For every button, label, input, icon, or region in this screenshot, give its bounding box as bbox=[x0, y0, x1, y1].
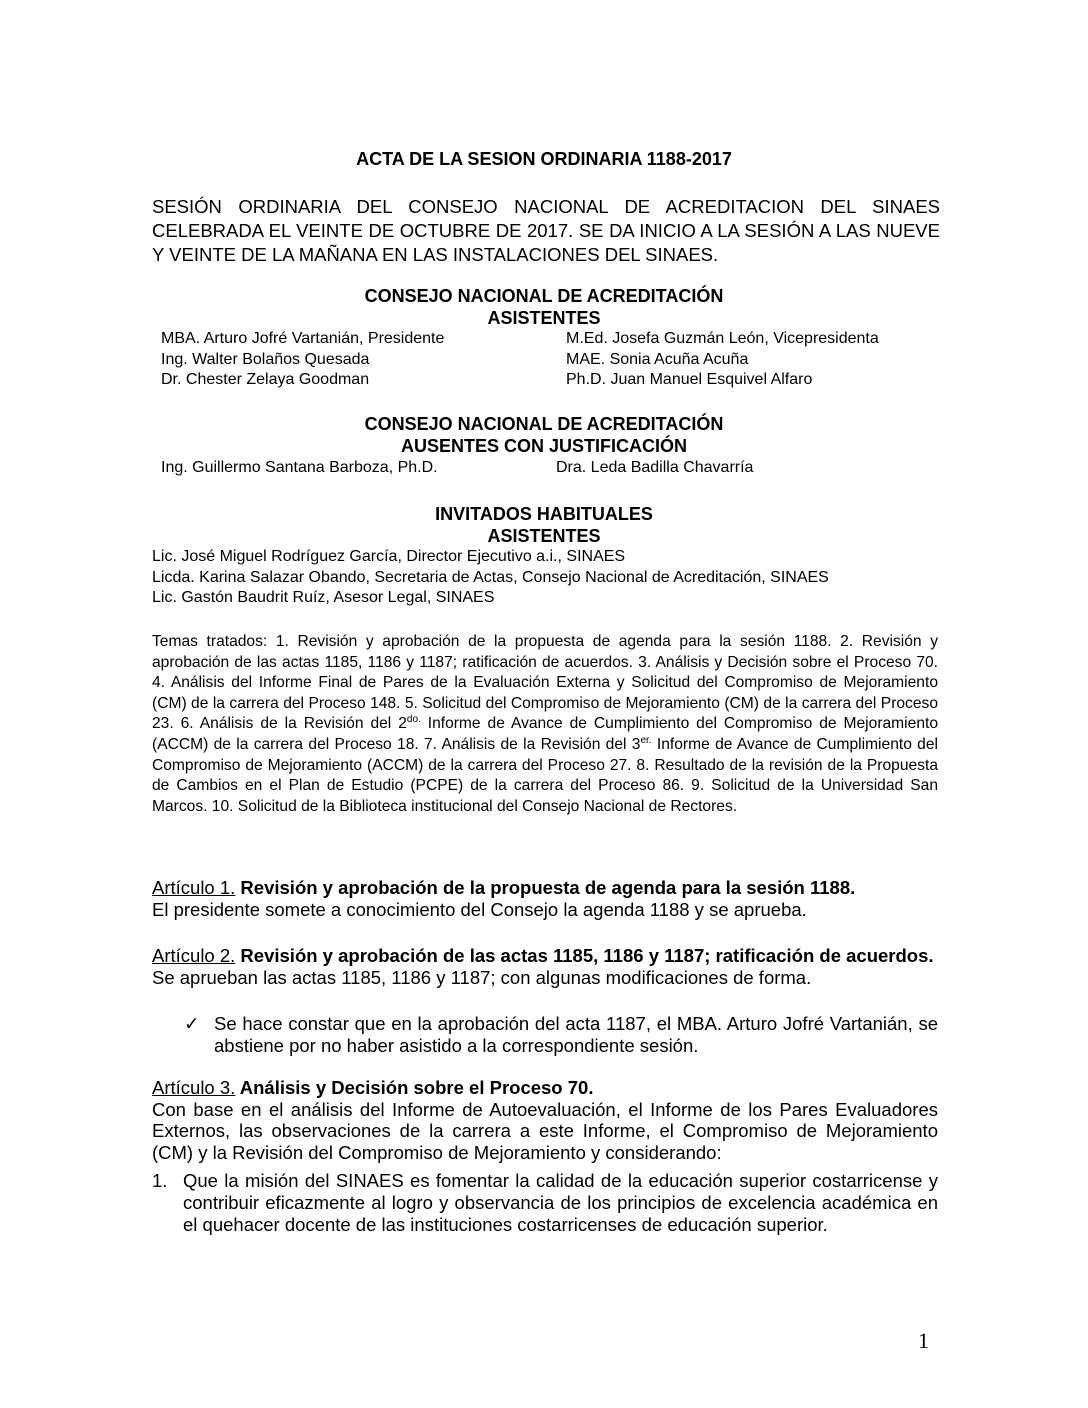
topics-text: Informe de Avance de Cumplimiento del Compromiso de Mejoramiento (ACCM) de la carrera del Proceso 27. 8. Resultado de la revisión de la Propuesta de Cambios en el Plan de Estudio (PCPE) de la carrera del Proceso 86. 9. Solicitud de la Universidad San Marcos. 10. Solicitud de la Biblioteca institucional del Consejo Nacional de Rectores. bbox=[152, 735, 938, 815]
council-present-row bbox=[161, 329, 941, 350]
council-absent-row bbox=[161, 458, 941, 479]
guest-item: Lic. Gastón Baudrit Ruíz, Asesor Legal, SINAES bbox=[152, 589, 495, 606]
guest-item: Lic. José Miguel Rodríguez García, Director Ejecutivo a.i., SINAES bbox=[152, 548, 626, 565]
check-item bbox=[186, 1013, 938, 1056]
document-title: ACTA DE LA SESION ORDINARIA 1188-2017 bbox=[356, 149, 732, 169]
article-body: Se aprueban las actas 1185, 1186 y 1187; con algunas modificaciones de forma. bbox=[152, 966, 812, 988]
council-absent-subheading: AUSENTES CON JUSTIFICACIÓN bbox=[400, 436, 688, 456]
member-name: Ing. Guillermo Santana Barboza, Ph.D. bbox=[161, 459, 438, 476]
article-body: El presidente somete a conocimiento del Consejo la agenda 1188 y se aprueba. bbox=[152, 898, 807, 920]
article-2-heading bbox=[152, 945, 938, 967]
numbered-item bbox=[152, 1170, 938, 1236]
checkmark-icon: ✓ bbox=[184, 1013, 200, 1034]
guests-list bbox=[152, 547, 942, 609]
member-name: Ph.D. Juan Manuel Esquivel Alfaro bbox=[566, 371, 813, 388]
member-name: MBA. Arturo Jofré Vartanián, Presidente bbox=[161, 330, 445, 347]
guest-item: Licda. Karina Salazar Obando, Secretaria de Actas, Consejo Nacional de Acreditación, SINAES bbox=[152, 568, 829, 586]
council-absent-list bbox=[161, 458, 941, 479]
article-title: Análisis y Decisión sobre el Proceso 70. bbox=[235, 1077, 594, 1098]
member-name: Dra. Leda Badilla Chavarría bbox=[556, 459, 754, 476]
ordinal-superscript: do. bbox=[406, 714, 421, 726]
council-present-row bbox=[161, 370, 941, 391]
article-body: Con base en el análisis del Informe de Autoevaluación, el Informe de los Pares Evaluadores Externos, las observaciones de la carrera a este Informe, el Compromiso de Mejoramiento (CM) y la Revisión del Compromiso de Mejoramiento y considerando: bbox=[152, 1098, 938, 1163]
topics-text: Temas tratados: 1. Revisión y aprobación de la propuesta de agenda para la sesión 1188. 2. Revisión y aprobación de las actas 1185, 1186 y 1187; ratificación de acuerdos. 3. Análisis y Decisión sobre el Proceso 70. 4. Análisis del Informe Final de Pares de la Evaluación Externa y Solicitud del Compromiso de Mejoramiento (CM) de la carrera del Proceso 148. 5. Solicitud del Compromiso de Mejoramiento (CM) de la carrera del Proceso 23. 6. Análisis de la Revisión del 2 bbox=[152, 633, 938, 733]
council-present-row bbox=[161, 350, 941, 371]
article-title: Revisión y aprobación de las actas 1185, 1186 y 1187; ratificación de acuerdos. bbox=[235, 945, 934, 966]
member-name: M.Ed. Josefa Guzmán León, Vicepresidenta bbox=[566, 330, 879, 347]
topics-paragraph bbox=[152, 632, 938, 817]
item-text: Que la misión del SINAES es fomentar la calidad de la educación superior costarricense y contribuir eficazmente al logro y observancia de los principios de excelencia académica en el quehacer docente de las instituciones costarricenses de educación superior. bbox=[183, 1170, 938, 1235]
article-label: Artículo 2. bbox=[152, 945, 236, 966]
page-number: 1 bbox=[918, 1328, 929, 1353]
article-3 bbox=[152, 1077, 938, 1163]
check-item-text: Se hace constar que en la aprobación del acta 1187, el MBA. Arturo Jofré Vartanián, se abstiene por no haber asistido a la correspondiente sesión. bbox=[214, 1013, 938, 1056]
article-title: Revisión y aprobación de la propuesta de agenda para la sesión 1188. bbox=[235, 877, 856, 898]
session-intro: SESIÓN ORDINARIA DEL CONSEJO NACIONAL DE ACREDITACION DEL SINAES CELEBRADA EL VEINTE DE OCTUBRE DE 2017. SE DA INICIO A LA SESIÓN A LAS NUEVE Y VEINTE DE LA MAÑANA EN LAS INSTALACIONES DEL SINAES. bbox=[152, 196, 940, 265]
member-name: Dr. Chester Zelaya Goodman bbox=[161, 371, 370, 388]
topics-text: Informe de Avance de Cumplimiento del Compromiso de Mejoramiento (ACCM) de la carrera del Proceso 18. 7. Análisis de la Revisión del 3 bbox=[152, 715, 938, 753]
item-number: 1. bbox=[152, 1170, 168, 1191]
article-label: Artículo 1. bbox=[152, 877, 236, 898]
council-absent-heading: CONSEJO NACIONAL DE ACREDITACIÓN bbox=[364, 414, 724, 434]
article-1-heading bbox=[152, 877, 938, 899]
member-name: MAE. Sonia Acuña Acuña bbox=[566, 350, 749, 368]
article-1 bbox=[152, 877, 938, 920]
guests-subheading: ASISTENTES bbox=[487, 526, 601, 546]
council-present-list bbox=[161, 329, 941, 391]
member-name: Ing. Walter Bolaños Quesada bbox=[161, 350, 370, 368]
guests-heading: INVITADOS HABITUALES bbox=[435, 504, 653, 524]
council-present-heading: CONSEJO NACIONAL DE ACREDITACIÓN bbox=[364, 286, 724, 306]
council-present-subheading: ASISTENTES bbox=[487, 308, 601, 328]
article-2 bbox=[152, 945, 938, 988]
article-label: Artículo 3. bbox=[152, 1077, 236, 1098]
ordinal-superscript: er. bbox=[640, 734, 652, 746]
article-3-heading bbox=[152, 1077, 938, 1099]
